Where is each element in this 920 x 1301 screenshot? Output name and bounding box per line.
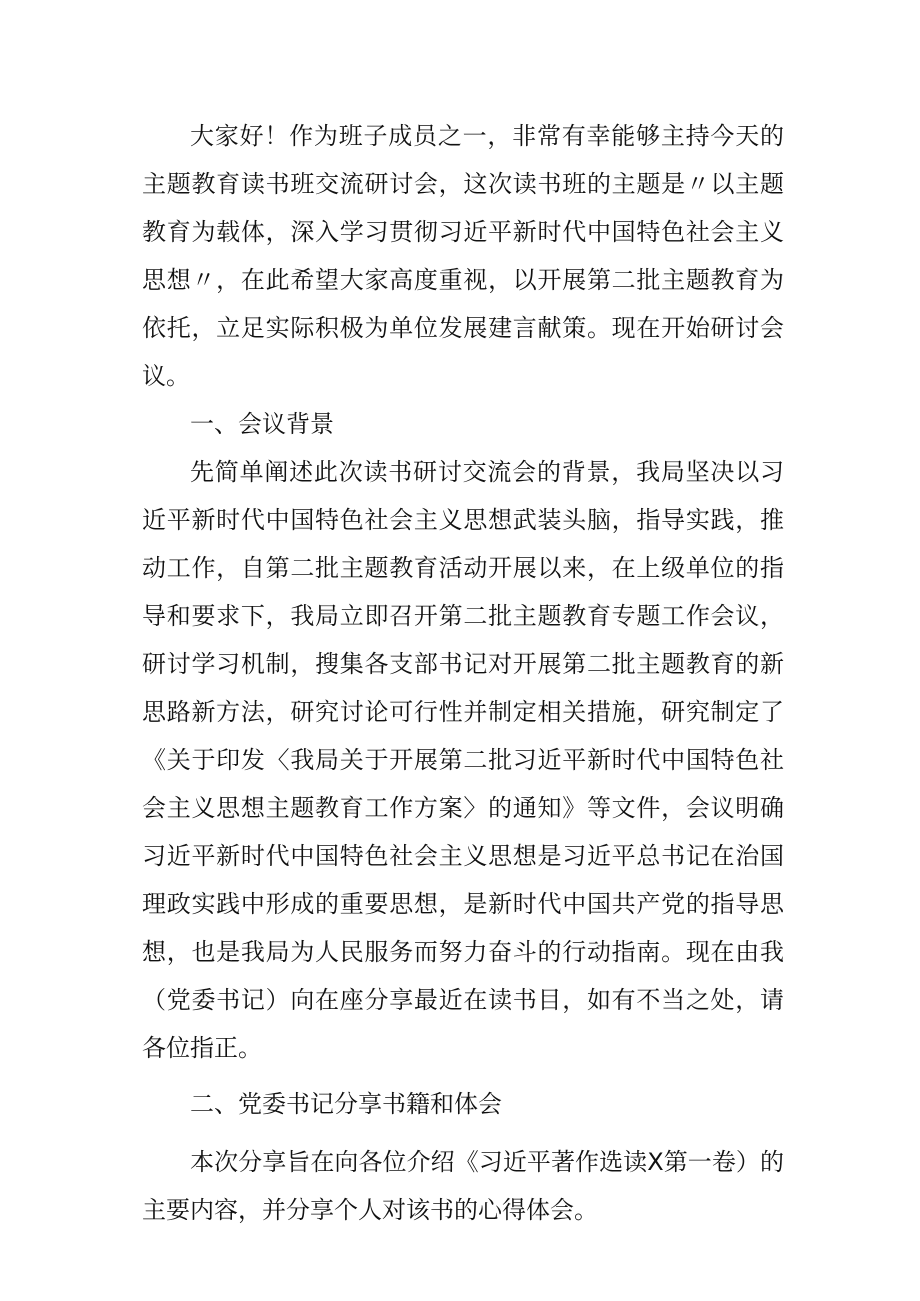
section-heading-background: 一、会议背景: [190, 410, 334, 438]
background-paragraph: 先简单阐述此次读书研讨交流会的背景，我局坚决以习近平新时代中国特色社会主义思想武装头脑，指导实践，推动工作，自第二批主题教育活动开展以来，在上级单位的指导和要求下，我局立即召开第二批主题教育专题工作会议，研讨学习机制，搜集各支部书记对开展第二批主题教育的新思路新方法，研究讨论可行性并制定相关措施，研究制定了《关于印发〈我局关于开展第二批习近平新时代中国特色社会主义思想主题教育工作方案〉的通知》等文件，会议明确习近平新时代中国特色社会主义思想是习近平总书记在治国理政实践中形成的重要思想，是新时代中国共产党的指导思想，也是我局为人民服务而努力奋斗的行动指南。现在由我（党委书记）向在座分享最近在读书目，如有不当之处，请各位指正。: [142, 458, 784, 1062]
section-heading-book-sharing: 二、党委书记分享书籍和体会: [190, 1090, 502, 1118]
opening-paragraph: 大家好！作为班子成员之一，非常有幸能够主持今天的主题教育读书班交流研讨会，这次读书班的主题是〃以主题教育为载体，深入学习贯彻习近平新时代中国特色社会主义思想〃，在此希望大家高度重视，以开展第二批主题教育为依托，立足实际积极为单位发展建言献策。现在开始研讨会议。: [142, 122, 784, 390]
document-body: [142, 112, 784, 1234]
book-sharing-paragraph: 本次分享旨在向各位介绍《习近平著作选读X第一卷）的主要内容，并分享个人对该书的心得体会。: [142, 1148, 784, 1224]
